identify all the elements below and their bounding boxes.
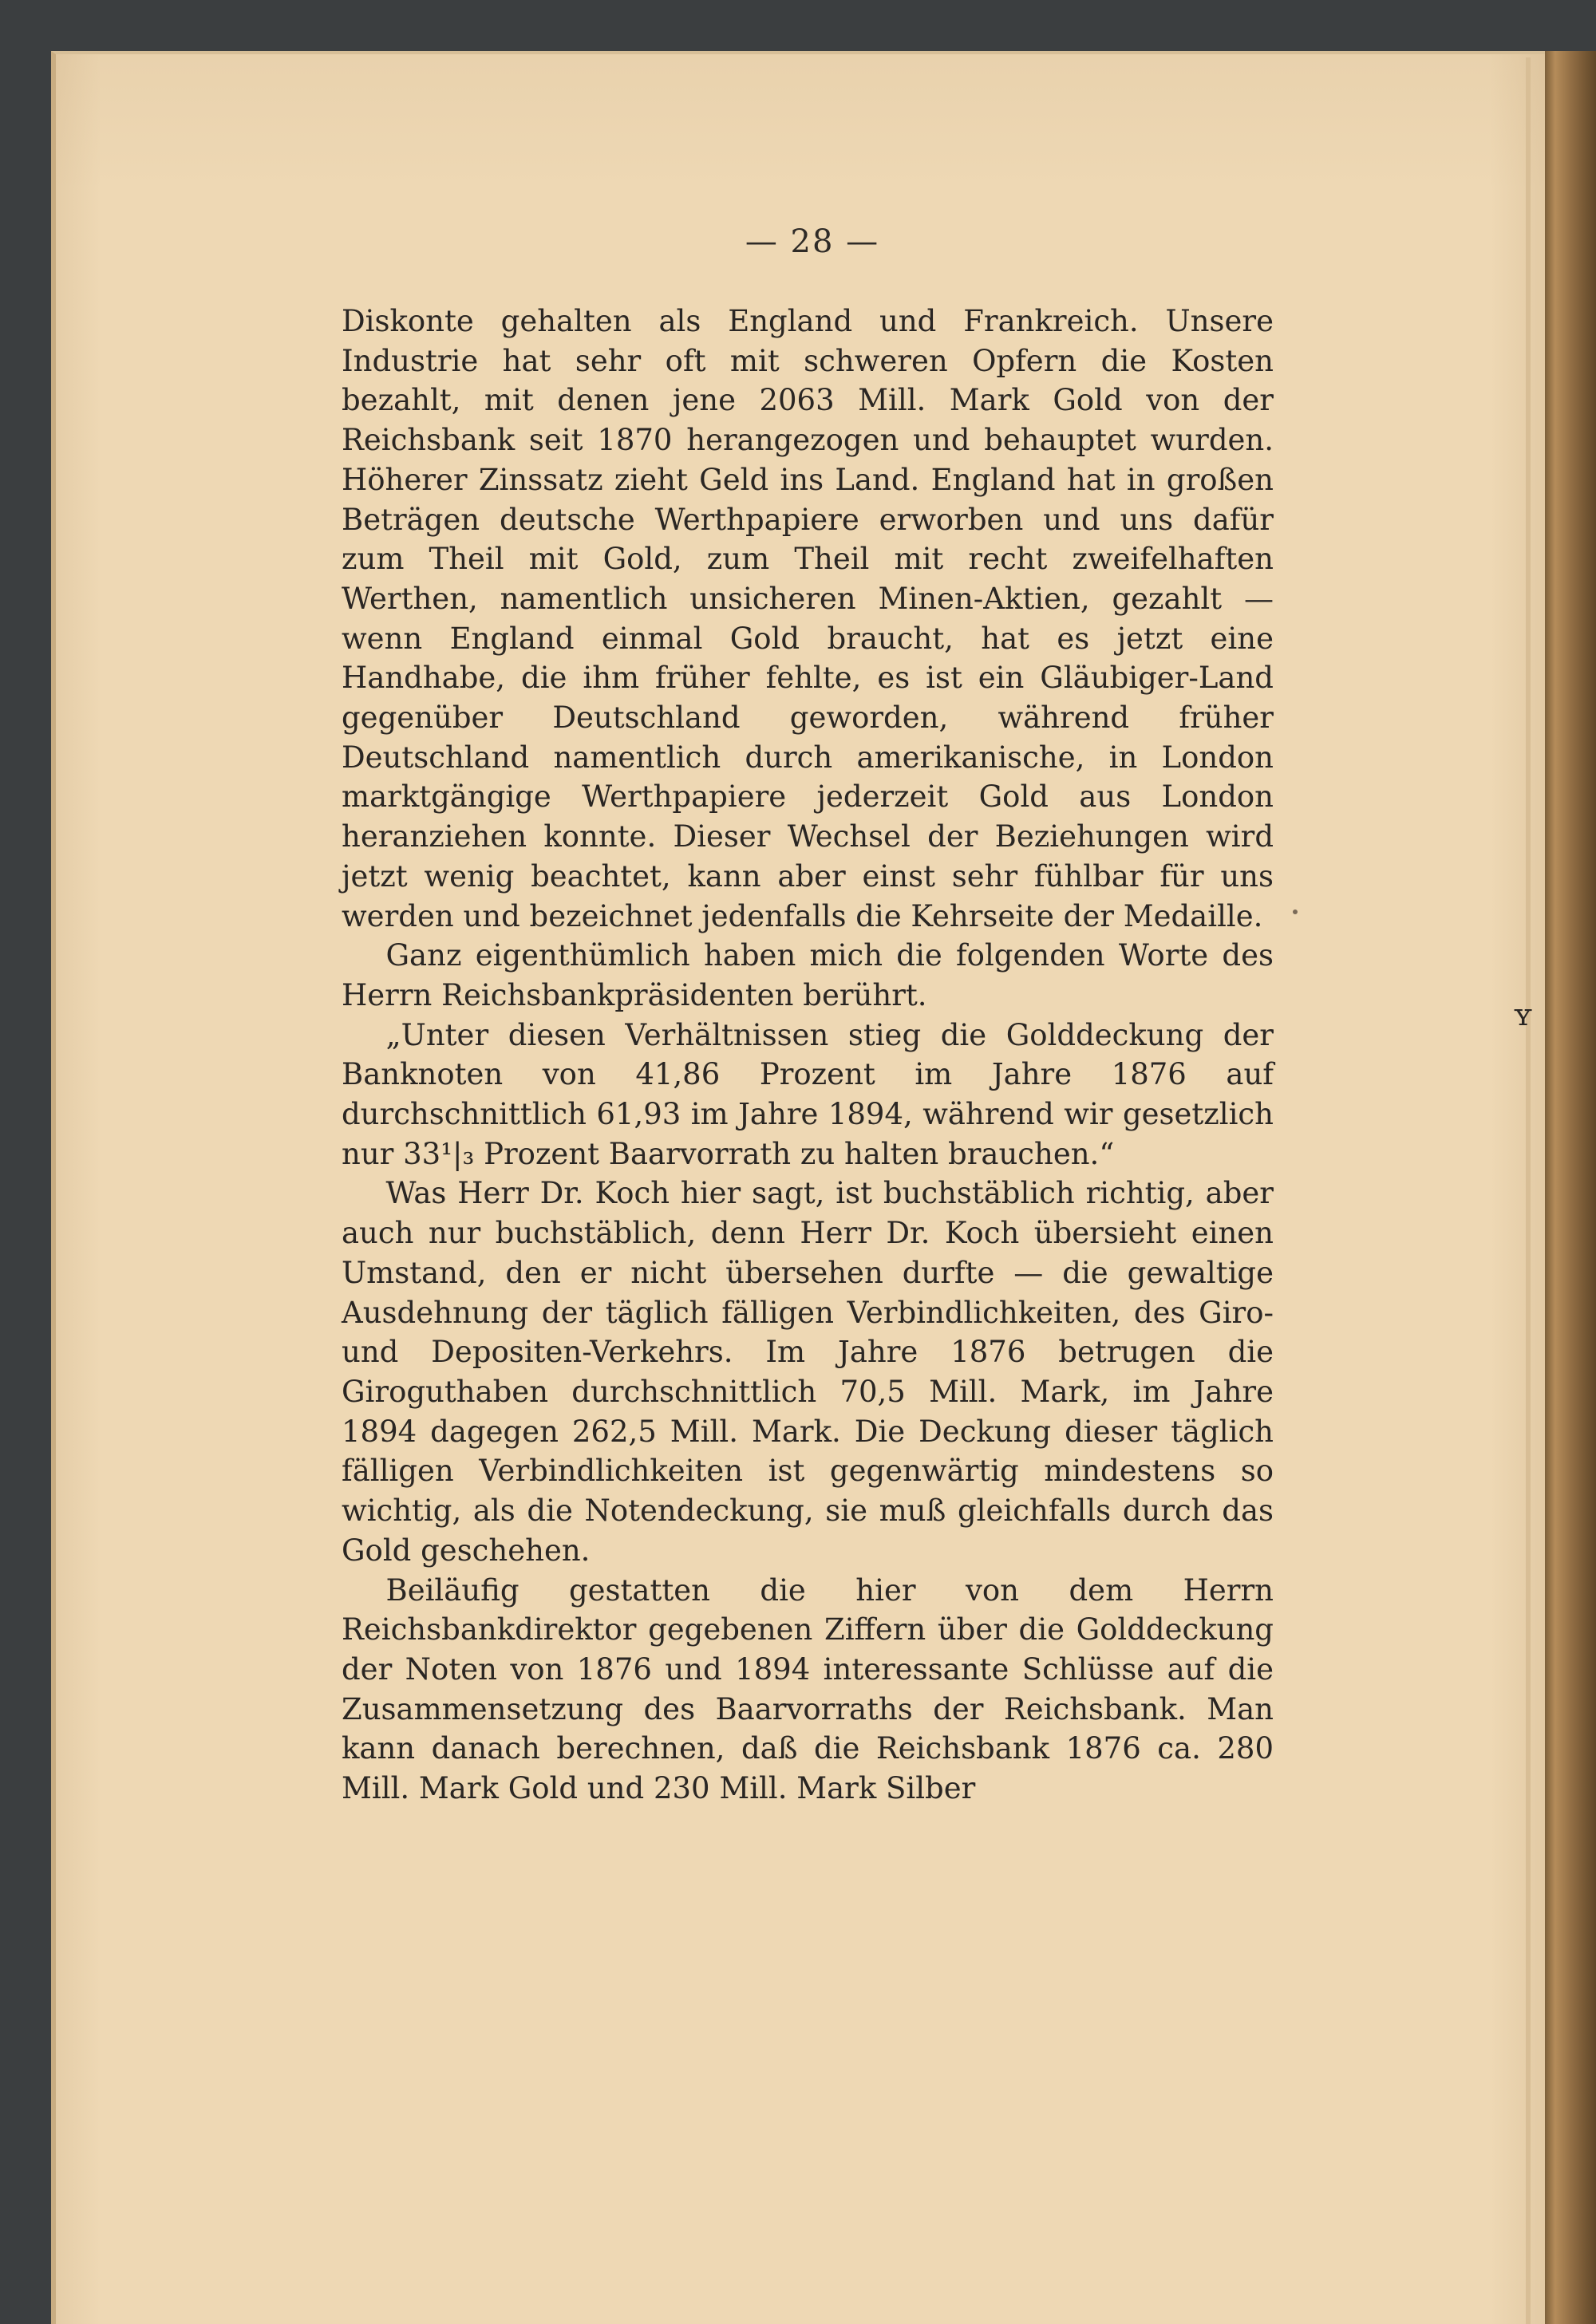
ink-speck — [1293, 909, 1298, 914]
book-binding-edge — [1545, 51, 1596, 2324]
paragraph-4: Was Herr Dr. Koch hier sagt, ist buchstäblich richtig, aber auch nur buchstäblich, denn Herr Dr. Koch übersieht einen Umstand, den er nicht übersehen durfte — die gewaltige Ausdehnung der täglich fälligen Verbindlichkeiten, des Giro- und Depositen-Verkehrs. Im Jahre 1876 betrugen die Giroguthaben durchschnittlich 70,5 Mill. Mark, im Jahre 1894 dagegen 262,5 Mill. Mark. Die Deckung dieser täglich fälligen Verbindlichkeiten ist gegenwärtig mindestens so wichtig, als die Notendeckung, sie muß gleichfalls durch das Gold geschehen. — [342, 1176, 1274, 1568]
page-edge-line — [1526, 57, 1531, 2324]
paragraph-2: Ganz eigenthümlich haben mich die folgenden Worte des Herrn Reichsbankpräsidenten berührt. — [342, 938, 1274, 1012]
paragraph-1: Diskonte gehalten als England und Frankreich. Unsere Industrie hat sehr oft mit schweren Opfern die Kosten bezahlt, mit denen jene 2063 Mill. Mark Gold von der Reichsbank seit 1870 herangezogen und behauptet wurden. Höherer Zinssatz zieht Geld ins Land. England hat in großen Beträgen deutsche Werthpapiere erworben und uns dafür zum Theil mit Gold, zum Theil mit recht zweifelhaften Werthen, namentlich unsicheren Minen-Aktien, gezahlt — wenn England einmal Gold braucht, hat es jetzt eine Handhabe, die ihm früher fehlte, es ist ein Gläubiger-Land gegenüber Deutschland geworden, während früher Deutschland namentlich durch amerikanische, in London marktgängige Werthpapiere jederzeit Gold aus London heranziehen konnte. Dieser Wechsel der Beziehungen wird jetzt wenig beachtet, kann aber einst sehr fühlbar für uns werden und bezeichnet jedenfalls die Kehrseite der Medaille. — [342, 304, 1274, 933]
margin-mark: ʏ — [1513, 997, 1533, 1032]
paragraph-5: Beiläufig gestatten die hier von dem Herrn Reichsbankdirektor gegebenen Ziffern über die Golddeckung der Noten von 1876 und 1894 interessante Schlüsse auf die Zusammensetzung des Baarvorraths der Reichsbank. Man kann danach berechnen, daß die Reichsbank 1876 ca. 280 Mill. Mark Gold und 230 Mill. Mark Silber — [342, 1572, 1274, 1806]
paragraph-3-quote: „Unter diesen Verhältnissen stieg die Golddeckung der Banknoten von 41,86 Prozent im Jahre 1876 auf durchschnittlich 61,93 im Jahre 1894, während wir gesetzlich nur 33¹|₃ Prozent Baarvorrath zu halten brauchen.“ — [342, 1017, 1274, 1171]
body-text — [342, 302, 1274, 1809]
page-number: — 28 — — [745, 223, 880, 260]
